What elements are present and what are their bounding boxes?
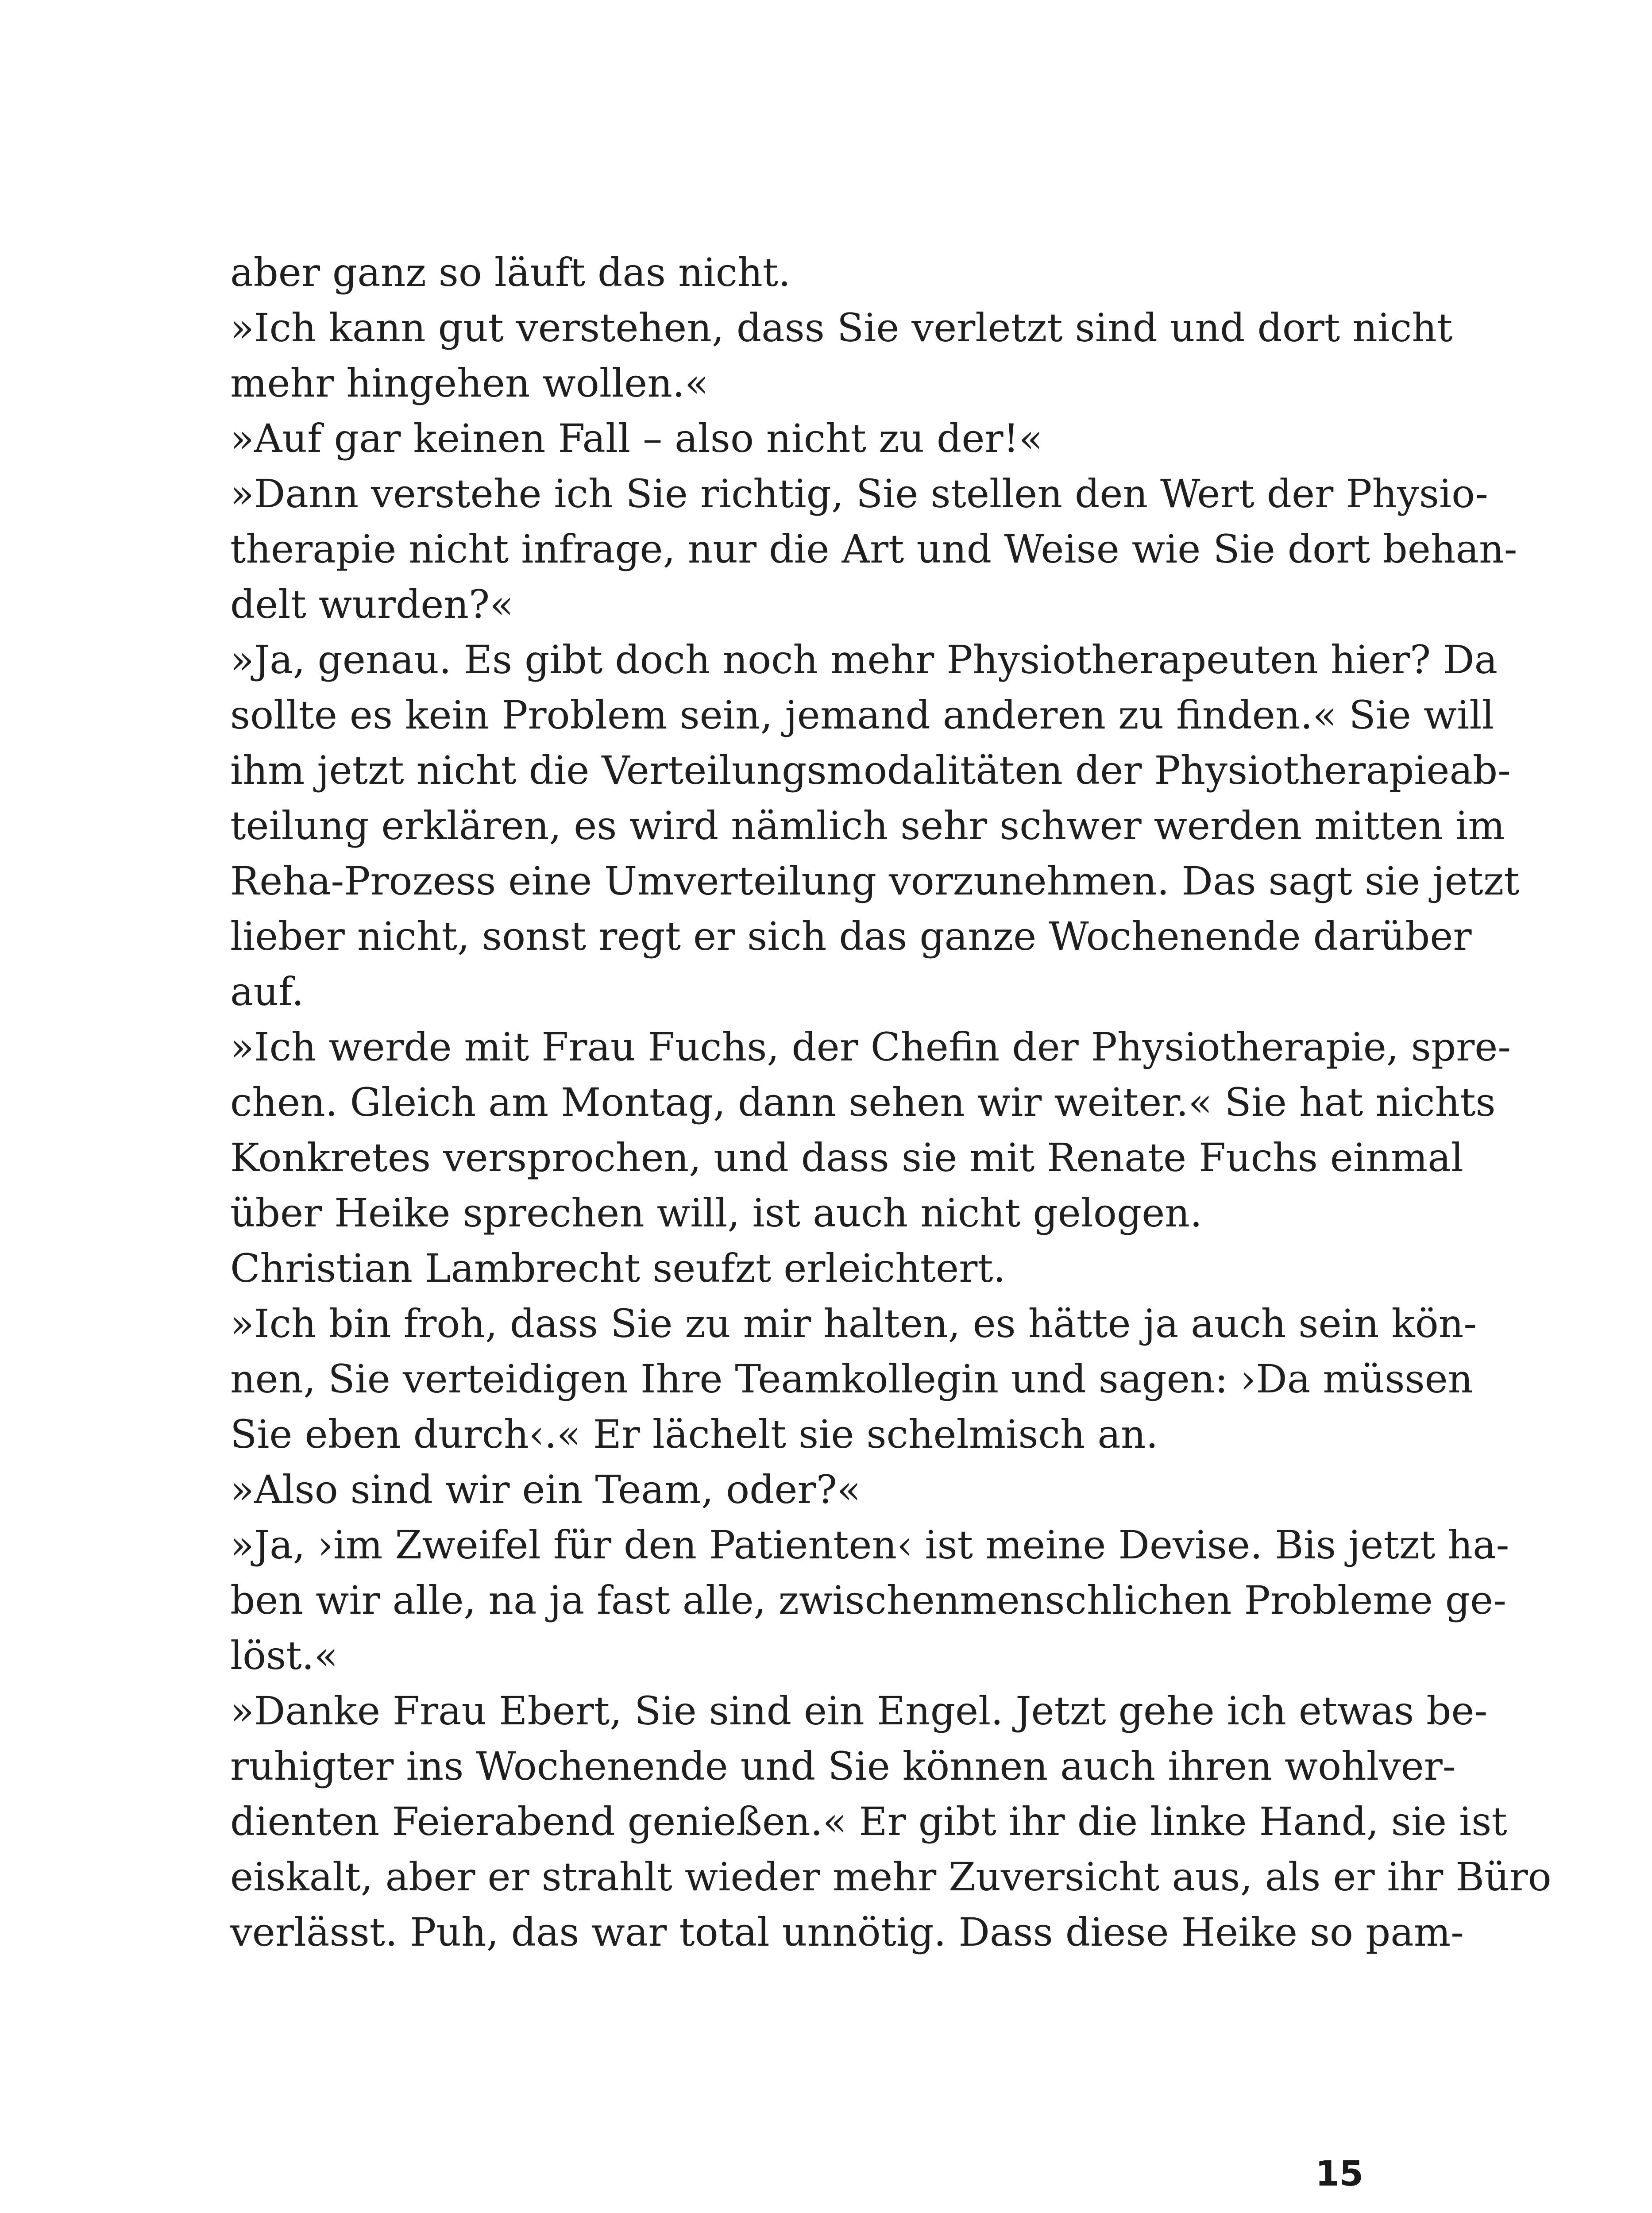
text-line: ruhigter ins Wochenende und Sie können auch ihren wohlver- [230,1743,1456,1789]
text-line: therapie nicht infrage, nur die Art und Weise wie Sie dort behan- [230,526,1517,572]
text-line: »Ja, genau. Es gibt doch noch mehr Physiotherapeuten hier? Da [230,637,1498,682]
text-line: sollte es kein Problem sein, jemand anderen zu finden.« Sie will [230,692,1494,738]
page-number: 15 [1315,2154,1363,2194]
text-line: »Also sind wir ein Team, oder?« [230,1467,861,1512]
text-line: »Ich werde mit Frau Fuchs, der Chefin der Physiotherapie, spre- [230,1024,1511,1070]
text-line: aber ganz so läuft das nicht. [230,250,791,295]
text-line: Sie eben durch‹.« Er lächelt sie schelmisch an. [230,1411,1158,1457]
body-text [230,245,1552,1960]
text-line: delt wurden?« [230,582,514,627]
text-line: Christian Lambrecht seufzt erleichtert. [230,1245,1006,1291]
text-line: mehr hingehen wollen.« [230,360,709,406]
text-line: »Ich kann gut verstehen, dass Sie verletzt sind und dort nicht [230,305,1453,351]
text-line: ihm jetzt nicht die Verteilungsmodalitäten der Physiotherapieab- [230,748,1511,793]
text-line: »Ja, ›im Zweifel für den Patienten‹ ist meine Devise. Bis jetzt ha- [230,1522,1509,1568]
text-line: ben wir alle, na ja fast alle, zwischenmenschlichen Probleme ge- [230,1577,1506,1623]
text-line: »Danke Frau Ebert, Sie sind ein Engel. Jetzt gehe ich etwas be- [230,1688,1488,1734]
text-line: löst.« [230,1633,338,1678]
text-line: verlässt. Puh, das war total unnötig. Dass diese Heike so pam- [230,1909,1464,1955]
text-line: auf. [230,969,304,1014]
text-line: über Heike sprechen will, ist auch nicht gelogen. [230,1190,1202,1236]
text-line: nen, Sie verteidigen Ihre Teamkollegin und sagen: ›Da müssen [230,1356,1473,1402]
text-line: eiskalt, aber er strahlt wieder mehr Zuversicht aus, als er ihr Büro [230,1854,1552,1900]
text-line: Reha-Prozess eine Umverteilung vorzunehmen. Das sagt sie jetzt [230,858,1520,904]
text-line: »Auf gar keinen Fall – also nicht zu der!« [230,416,1043,461]
text-line: teilung erklären, es wird nämlich sehr schwer werden mitten im [230,803,1505,848]
text-line: dienten Feierabend genießen.« Er gibt ihr die linke Hand, sie ist [230,1799,1507,1844]
text-line: Konkretes versprochen, und dass sie mit Renate Fuchs einmal [230,1135,1463,1180]
text-line: »Ich bin froh, dass Sie zu mir halten, es hätte ja auch sein kön- [230,1301,1477,1346]
text-line: chen. Gleich am Montag, dann sehen wir weiter.« Sie hat nichts [230,1080,1496,1125]
text-line: lieber nicht, sonst regt er sich das ganze Wochenende darüber [230,914,1472,959]
text-line: »Dann verstehe ich Sie richtig, Sie stellen den Wert der Physio- [230,471,1488,517]
